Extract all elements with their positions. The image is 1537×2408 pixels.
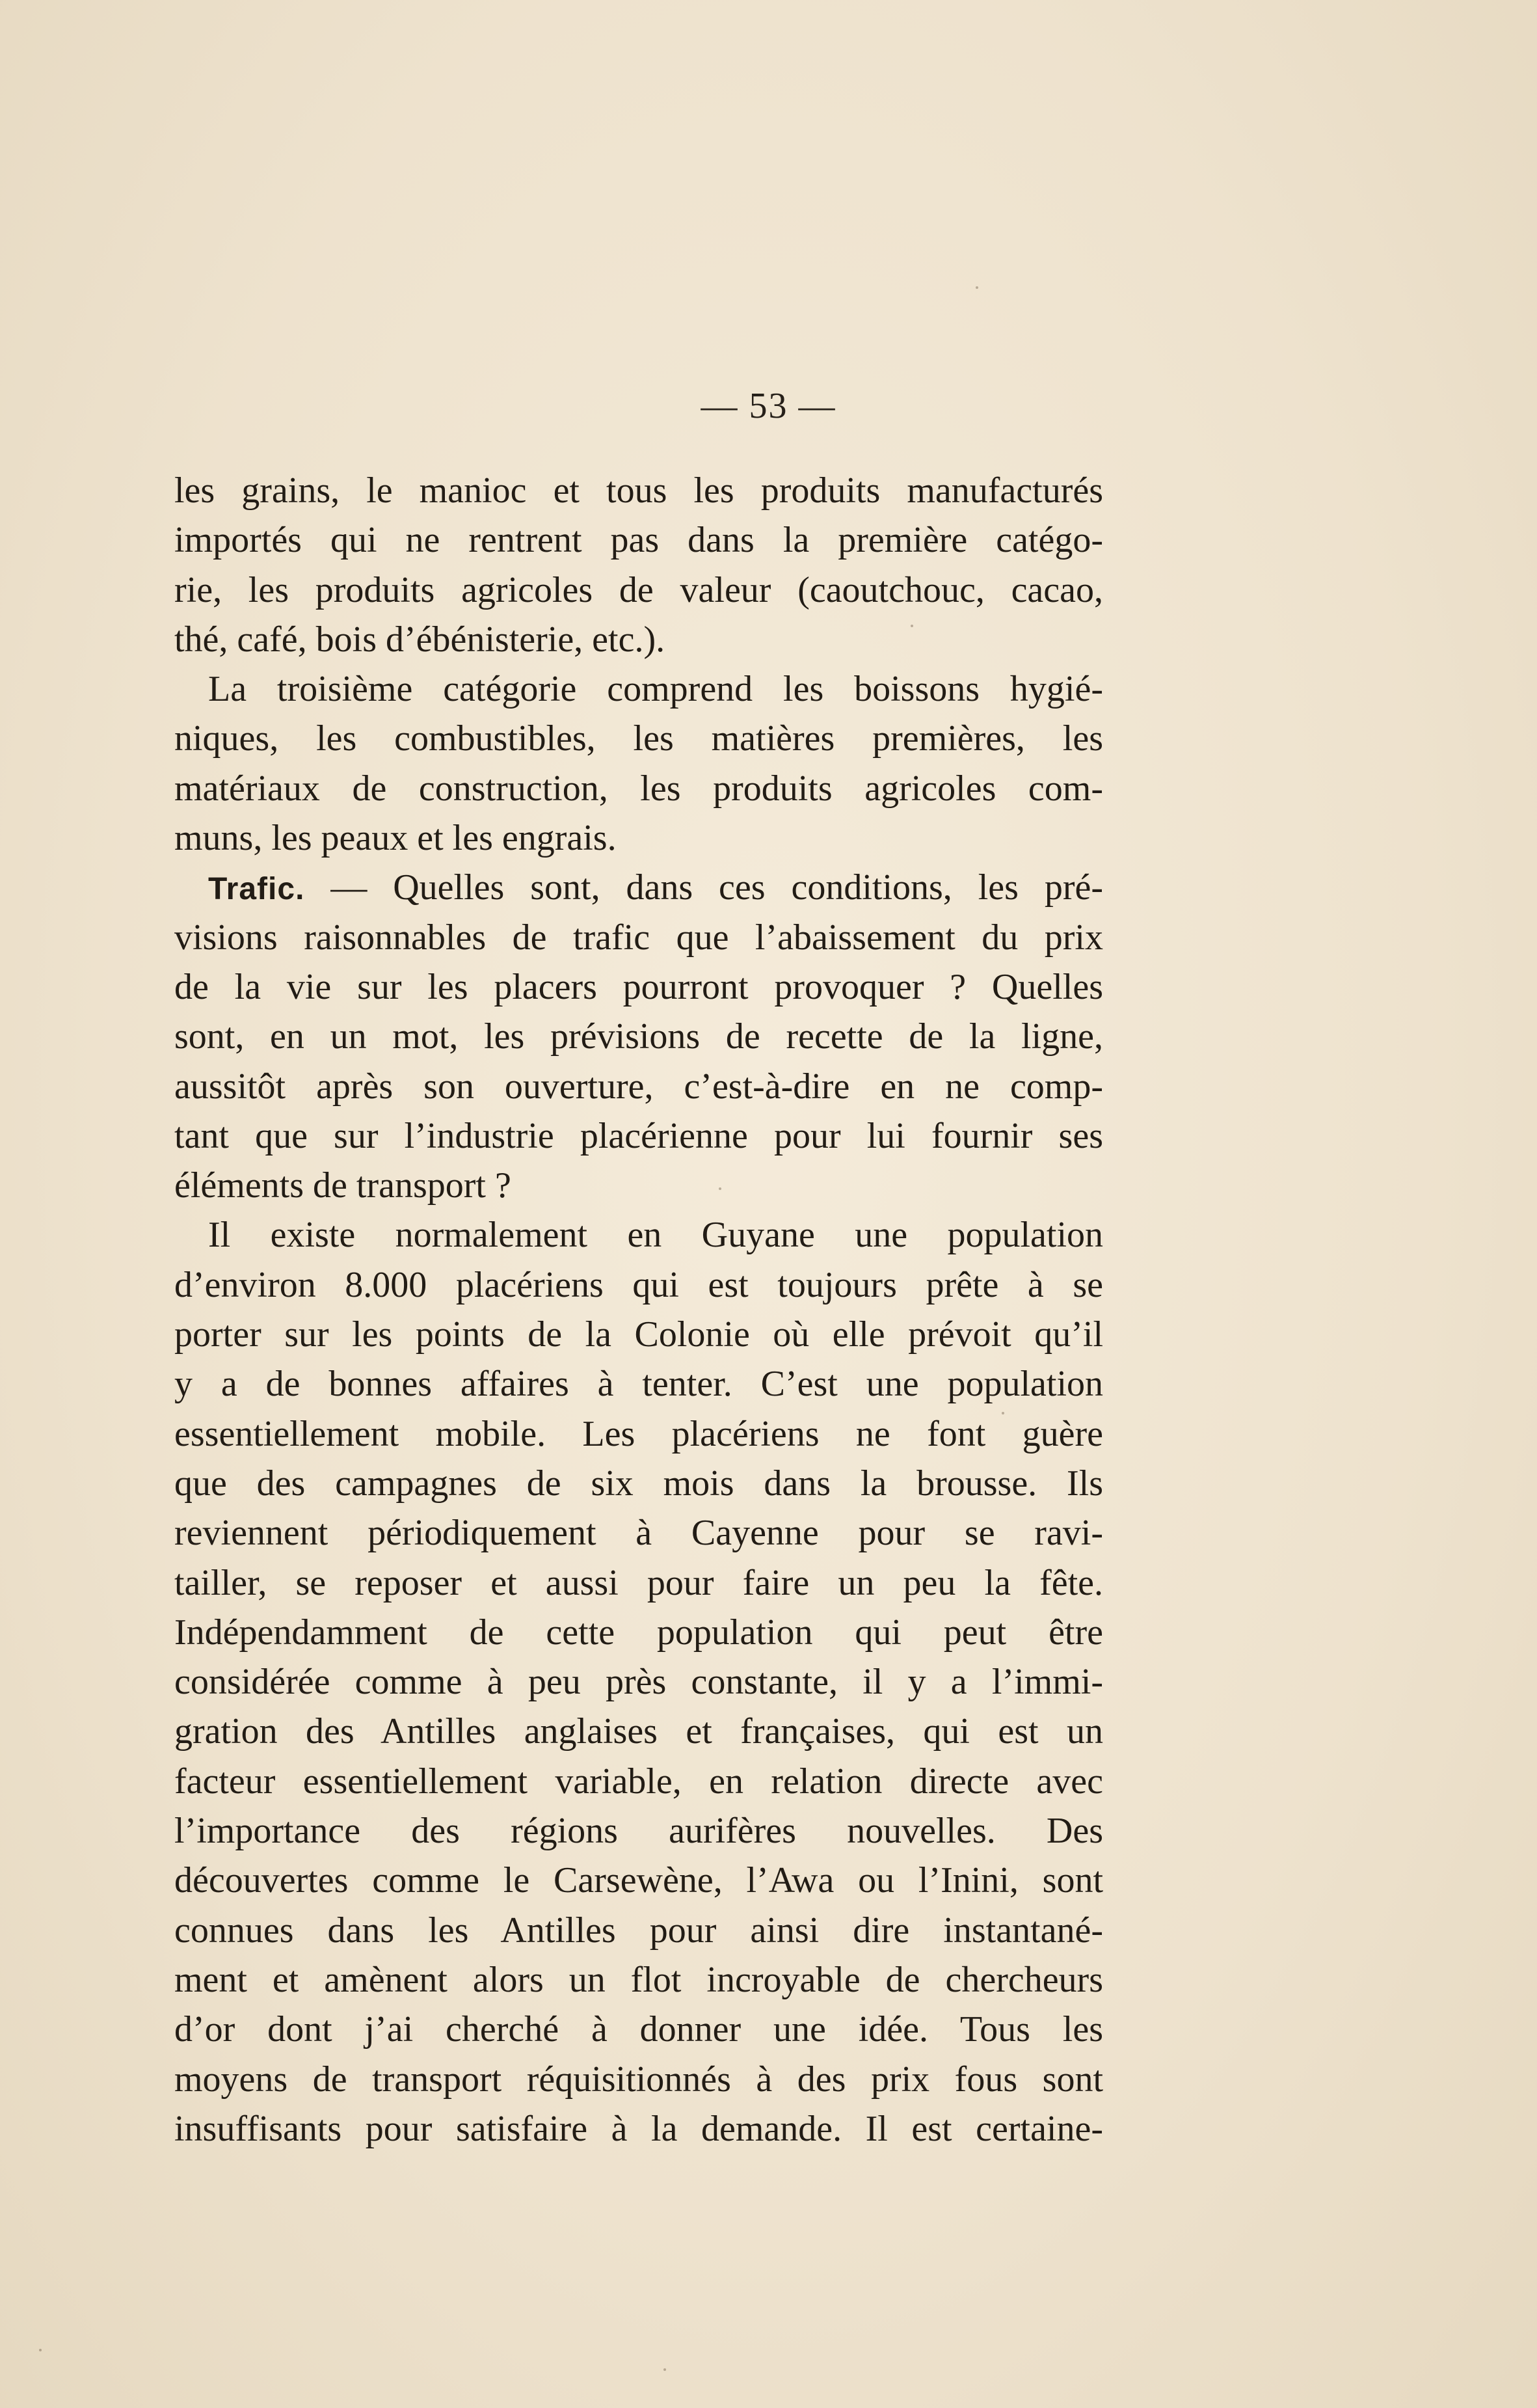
text-line-content: essentiellement mobile. Les placériens ne font guère xyxy=(174,1413,1103,1454)
text-line-content: ment et amènent alors un flot incroyable de chercheurs xyxy=(174,1959,1103,2000)
text-line-content: tant que sur l’industrie placérienne pour lui fournir ses xyxy=(174,1115,1103,1156)
text-line-content: porter sur les points de la Colonie où elle prévoit qu’il xyxy=(174,1314,1103,1355)
text-line xyxy=(174,2104,1103,2154)
text-line-content: l’importance des régions aurifères nouvelles. Des xyxy=(174,1811,1103,1852)
text-line xyxy=(174,1111,1103,1161)
text-line xyxy=(174,2005,1103,2054)
text-line xyxy=(174,1260,1103,1310)
text-line xyxy=(174,1310,1103,1359)
text-line-content: tailler, se reposer et aussi pour faire un peu la fête. xyxy=(174,1562,1103,1603)
text-line xyxy=(174,813,1103,863)
text-line-content: facteur essentiellement variable, en relation directe avec xyxy=(174,1761,1103,1802)
text-line-content: aussitôt après son ouverture, c’est-à-dire en ne comp- xyxy=(174,1066,1103,1107)
text-line-content: Indépendamment de cette population qui peut être xyxy=(174,1612,1103,1653)
text-line xyxy=(174,962,1103,1012)
text-line xyxy=(174,1062,1103,1111)
text-line-content: considérée comme à peu près constante, il y a l’immi- xyxy=(174,1662,1103,1703)
text-line xyxy=(174,466,1103,515)
text-line-content: Il existe normalement en Guyane une population xyxy=(208,1215,1103,1256)
text-line xyxy=(174,863,1103,912)
text-line-content: insuffisants pour satisfaire à la demande. Il est certaine- xyxy=(174,2108,1103,2149)
text-line xyxy=(174,1707,1103,1756)
text-line-content: rie, les produits agricoles de valeur (caoutchouc, cacao, xyxy=(174,569,1103,610)
text-line-content: connues dans les Antilles pour ainsi dire instantané- xyxy=(174,1910,1103,1951)
text-line-content: gration des Antilles anglaises et françaises, qui est un xyxy=(174,1711,1103,1752)
text-line-content: de la vie sur les placers pourront provoquer ? Quelles xyxy=(174,966,1103,1007)
text-line xyxy=(174,913,1103,962)
text-line-content: d’or dont j’ai cherché à donner une idée. Tous les xyxy=(174,2009,1103,2050)
text-line-content: éléments de transport ? xyxy=(174,1165,511,1206)
text-line xyxy=(174,764,1103,813)
text-line-content: que des campagnes de six mois dans la brousse. Ils xyxy=(174,1463,1103,1504)
text-line xyxy=(174,1856,1103,1905)
text-line-content: matériaux de construction, les produits agricoles com- xyxy=(174,768,1103,809)
text-line xyxy=(174,1955,1103,2005)
text-line-content: moyens de transport réquisitionnés à des prix fous sont xyxy=(174,2059,1103,2100)
text-line-content: les grains, le manioc et tous les produits manufacturés xyxy=(174,470,1103,511)
paper-speck xyxy=(976,286,978,289)
text-line-content: découvertes comme le Carsewène, l’Awa ou l’Inini, sont xyxy=(174,1860,1103,1901)
text-line xyxy=(174,664,1103,714)
paper-speck xyxy=(719,1187,721,1190)
text-line xyxy=(174,1409,1103,1459)
paper-speck xyxy=(397,638,399,640)
text-line-content: thé, café, bois d’ébénisterie, etc.). xyxy=(174,619,665,660)
text-line-content: reviennent périodiquement à Cayenne pour se ravi- xyxy=(174,1513,1103,1554)
text-line xyxy=(174,1558,1103,1608)
text-line xyxy=(174,1161,1103,1210)
paper-speck xyxy=(663,2368,666,2371)
page-number: — 53 — xyxy=(701,386,836,426)
text-line xyxy=(174,1359,1103,1409)
body-text xyxy=(174,466,1103,2154)
text-line-content: visions raisonnables de trafic que l’abaissement du prix xyxy=(174,917,1103,958)
text-line xyxy=(174,1608,1103,1657)
text-line-content: sont, en un mot, les prévisions de recette de la ligne, xyxy=(174,1016,1103,1057)
text-line-content: d’environ 8.000 placériens qui est toujours prête à se xyxy=(174,1264,1103,1305)
text-line xyxy=(174,1757,1103,1806)
text-line xyxy=(174,2055,1103,2104)
text-line xyxy=(174,515,1103,565)
section-runin-heading: Trafic. xyxy=(208,872,305,907)
text-line-content: y a de bonnes affaires à tenter. C’est une population xyxy=(174,1364,1103,1405)
text-line xyxy=(174,714,1103,763)
paper-speck xyxy=(1002,1412,1004,1414)
text-line xyxy=(174,1657,1103,1707)
text-line xyxy=(174,565,1103,615)
text-line-content: La troisième catégorie comprend les boissons hygié- xyxy=(208,669,1103,710)
text-line xyxy=(174,1508,1103,1558)
text-line xyxy=(174,1459,1103,1508)
text-line-content: importés qui ne rentrent pas dans la première catégo- xyxy=(174,520,1103,561)
text-line xyxy=(174,1806,1103,1856)
paper-speck xyxy=(911,625,913,627)
text-line xyxy=(174,1906,1103,1955)
text-line xyxy=(174,1012,1103,1061)
text-line xyxy=(174,615,1103,664)
text-line-content: niques, les combustibles, les matières premières, les xyxy=(174,718,1103,759)
text-line xyxy=(174,1210,1103,1260)
text-line-content: — Quelles sont, dans ces conditions, les pré- xyxy=(304,867,1103,908)
paper-speck xyxy=(39,2349,42,2351)
text-line-content: muns, les peaux et les engrais. xyxy=(174,818,617,859)
